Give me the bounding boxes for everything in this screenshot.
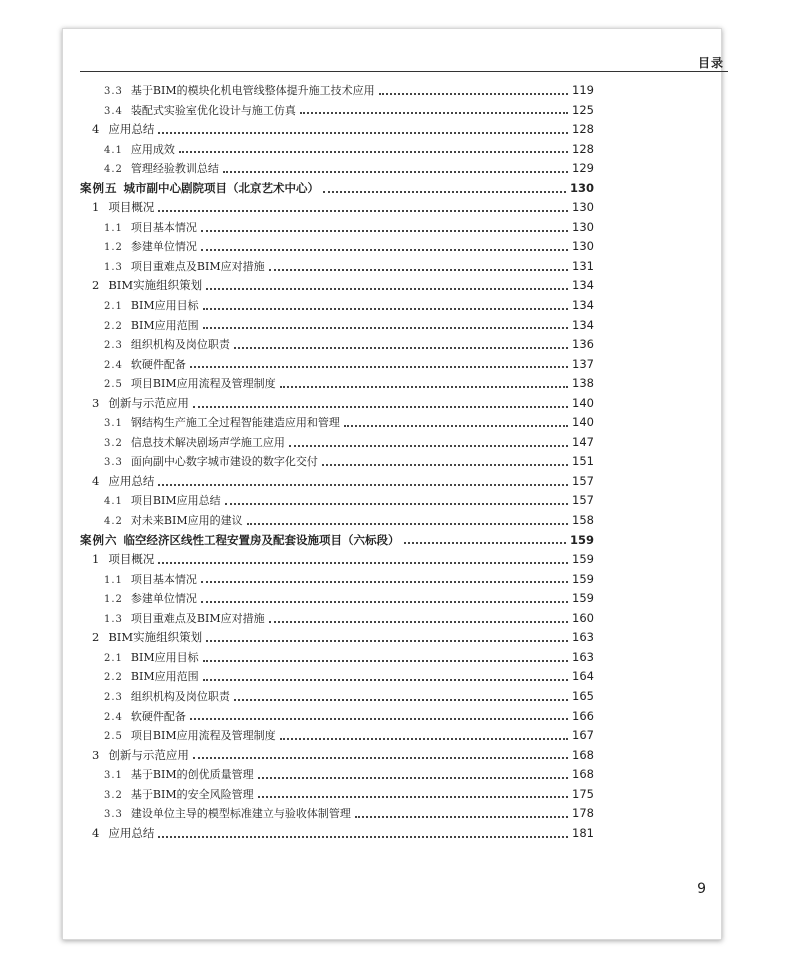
toc-subsection-entry	[80, 707, 594, 727]
toc-entry-title: BIM实施组织策划	[108, 630, 203, 645]
toc-entry-title: 钢结构生产施工全过程智能建造应用和管理	[130, 416, 340, 430]
toc-subsection-entry	[80, 648, 594, 668]
toc-section-entry	[80, 550, 594, 570]
toc-entry-number: 3.2	[104, 437, 123, 449]
toc-entry-page: 136	[572, 337, 594, 352]
toc-subsection-entry	[80, 726, 594, 746]
toc-entry-page: 128	[572, 141, 594, 156]
dot-leader	[258, 777, 568, 779]
toc-entry-title: 对未来BIM应用的建议	[130, 514, 243, 528]
toc-entry-number: 2.1	[104, 652, 123, 664]
dot-leader	[158, 132, 568, 134]
toc-subsection-entry	[80, 355, 594, 375]
toc-entry-number: 3.3	[104, 86, 123, 97]
toc-entry-number: 1.2	[104, 594, 123, 606]
dot-leader	[158, 210, 568, 212]
toc-entry-title: 临空经济区线性工程安置房及配套设施项目（六标段）	[123, 532, 400, 547]
toc-section-entry	[80, 746, 594, 766]
toc-entry-number: 3.2	[104, 789, 123, 801]
dot-leader	[234, 347, 568, 349]
toc-entry-title: 组织机构及岗位职责	[130, 338, 230, 352]
toc-subsection-entry	[80, 511, 594, 531]
toc-entry-number: 2.5	[104, 731, 123, 743]
toc-entry-number: 1	[92, 200, 101, 215]
toc-entry-page: 178	[572, 806, 594, 821]
toc-entry-page: 129	[572, 161, 594, 176]
dot-leader	[203, 679, 568, 681]
toc-entry-number: 3.1	[104, 418, 123, 430]
dot-leader	[280, 386, 568, 388]
toc-entry-title: 软硬件配备	[130, 357, 186, 371]
toc-entry-page: 140	[572, 415, 594, 430]
toc-entry-title: 参建单位情况	[130, 240, 197, 254]
toc-entry-title: 项目重难点及BIM应对措施	[130, 259, 265, 273]
dot-leader	[225, 503, 568, 505]
toc-entry-number: 3	[92, 747, 101, 762]
toc-entry-number: 1.3	[104, 261, 123, 273]
running-header-title: 目录	[697, 56, 724, 70]
toc-subsection-entry	[80, 316, 594, 336]
page-number: 9	[697, 881, 706, 897]
toc-entry-title: 项目BIM应用流程及管理制度	[130, 377, 276, 391]
toc-entry-title: BIM应用范围	[130, 670, 199, 684]
dot-leader	[322, 464, 568, 466]
dot-leader	[223, 171, 568, 173]
toc-subsection-entry	[80, 589, 594, 609]
dot-leader	[289, 445, 568, 447]
toc-entry-number: 1	[92, 552, 101, 567]
toc-entry-page: 134	[572, 298, 594, 313]
toc-entry-number: 1.1	[104, 222, 123, 234]
dot-leader	[247, 523, 568, 525]
toc-entry-page: 151	[572, 454, 594, 469]
toc-entry-title: 应用总结	[108, 473, 155, 488]
toc-subsection-entry	[80, 218, 594, 238]
toc-entry-page: 168	[572, 747, 594, 762]
toc-entry-number: 2	[92, 630, 101, 645]
toc-entry-number: 1.2	[104, 242, 123, 254]
toc-entry-number: 案例五	[80, 180, 118, 195]
toc-entry-number: 3.3	[104, 809, 123, 821]
toc-entry-title: 项目重难点及BIM应对措施	[130, 611, 265, 625]
toc-subsection-entry	[80, 667, 594, 687]
dot-leader	[179, 151, 568, 153]
toc-entry-page: 166	[572, 708, 594, 723]
toc-entry-title: 项目基本情况	[130, 220, 197, 234]
toc-entry-page: 130	[572, 219, 594, 234]
toc-entry-number: 2.3	[104, 340, 123, 352]
toc-entry-title: 参建单位情况	[130, 592, 197, 606]
dot-leader	[344, 425, 568, 427]
toc-entry-page: 159	[572, 591, 594, 606]
toc-entry-number: 2.5	[104, 379, 123, 391]
toc-section-entry	[80, 394, 594, 414]
toc-entry-number: 1.1	[104, 574, 123, 586]
dot-leader	[379, 93, 568, 95]
toc-entry-title: 创新与示范应用	[108, 747, 189, 762]
toc-entry-number: 4	[92, 473, 101, 488]
toc-subsection-entry	[80, 159, 594, 179]
toc-entry-number: 2	[92, 278, 101, 293]
toc-entry-title: 基于BIM的模块化机电管线整体提升施工技术应用	[130, 84, 375, 97]
toc-entry-title: 信息技术解决剧场声学施工应用	[130, 435, 285, 449]
toc-subsection-entry	[80, 413, 594, 433]
toc-entry-number: 案例六	[80, 532, 118, 547]
toc-entry-title: 基于BIM的安全风险管理	[130, 787, 254, 801]
toc-entry-page: 158	[572, 513, 594, 528]
toc-entry-page: 181	[572, 825, 594, 840]
toc-entry-page: 119	[572, 83, 594, 97]
toc-subsection-entry	[80, 785, 594, 805]
toc-entry-number: 2.2	[104, 672, 123, 684]
toc-entry-page: 165	[572, 688, 594, 703]
toc-entry-page: 168	[572, 767, 594, 782]
toc-entry-page: 167	[572, 728, 594, 743]
toc-subsection-entry	[80, 81, 594, 101]
dot-leader	[190, 718, 568, 720]
toc-entry-number: 2.2	[104, 320, 123, 332]
toc-entry-page: 130	[569, 180, 594, 195]
dot-leader	[201, 601, 568, 603]
toc-entry-title: 项目BIM应用总结	[130, 494, 221, 508]
table-of-contents	[80, 81, 594, 843]
toc-subsection-entry	[80, 804, 594, 824]
dot-leader	[158, 836, 568, 838]
toc-entry-page: 163	[572, 630, 594, 645]
toc-entry-page: 138	[572, 376, 594, 391]
toc-entry-number: 4	[92, 825, 101, 840]
toc-subsection-entry	[80, 687, 594, 707]
toc-entry-page: 159	[572, 571, 594, 586]
toc-entry-title: 项目概况	[108, 200, 155, 215]
toc-subsection-entry	[80, 335, 594, 355]
toc-entry-page: 125	[572, 102, 594, 117]
toc-entry-title: 面向副中心数字城市建设的数字化交付	[130, 455, 318, 469]
toc-subsection-entry	[80, 237, 594, 257]
dot-leader	[158, 562, 568, 564]
toc-entry-title: BIM应用范围	[130, 318, 199, 332]
toc-entry-number: 3.4	[104, 105, 123, 117]
toc-section-entry	[80, 276, 594, 296]
toc-entry-page: 137	[572, 356, 594, 371]
dot-leader	[206, 288, 568, 290]
toc-section-entry	[80, 628, 594, 648]
dot-leader	[193, 757, 568, 759]
toc-entry-title: 基于BIM的创优质量管理	[130, 768, 254, 782]
toc-case-heading	[80, 531, 594, 551]
toc-subsection-entry	[80, 765, 594, 785]
header-divider	[80, 71, 728, 72]
toc-entry-title: BIM应用目标	[130, 299, 199, 313]
toc-subsection-entry	[80, 374, 594, 394]
toc-entry-page: 128	[572, 122, 594, 137]
toc-subsection-entry	[80, 140, 594, 160]
toc-subsection-entry	[80, 257, 594, 277]
toc-entry-number: 4.1	[104, 144, 123, 156]
toc-entry-title: 组织机构及岗位职责	[130, 689, 230, 703]
toc-entry-number: 1.3	[104, 613, 123, 625]
toc-entry-title: BIM应用目标	[130, 650, 199, 664]
toc-entry-title: 管理经验教训总结	[130, 162, 219, 176]
toc-entry-number: 2.3	[104, 691, 123, 703]
dot-leader	[404, 542, 566, 544]
toc-entry-page: 130	[572, 200, 594, 215]
dot-leader	[190, 366, 568, 368]
dot-leader	[355, 816, 568, 818]
toc-entry-title: 应用总结	[108, 825, 155, 840]
toc-subsection-entry	[80, 433, 594, 453]
dot-leader	[206, 640, 568, 642]
toc-section-entry	[80, 472, 594, 492]
toc-entry-title: 项目BIM应用流程及管理制度	[130, 729, 276, 743]
dot-leader	[300, 112, 568, 114]
toc-entry-page: 163	[572, 649, 594, 664]
toc-entry-page: 147	[572, 434, 594, 449]
dot-leader	[203, 327, 568, 329]
toc-subsection-entry	[80, 491, 594, 511]
toc-entry-number: 4.1	[104, 496, 123, 508]
toc-entry-number: 2.4	[104, 711, 123, 723]
dot-leader	[193, 406, 568, 408]
toc-entry-page: 131	[572, 258, 594, 273]
toc-entry-page: 175	[572, 786, 594, 801]
toc-entry-number: 4.2	[104, 516, 123, 528]
toc-entry-number: 4.2	[104, 164, 123, 176]
toc-subsection-entry	[80, 296, 594, 316]
toc-entry-title: 软硬件配备	[130, 709, 186, 723]
toc-entry-page: 159	[572, 552, 594, 567]
toc-entry-number: 4	[92, 122, 101, 137]
toc-entry-title: 装配式实验室优化设计与施工仿真	[130, 103, 296, 117]
toc-case-heading	[80, 179, 594, 199]
toc-entry-title: BIM实施组织策划	[108, 278, 203, 293]
toc-entry-number: 3.1	[104, 770, 123, 782]
dot-leader	[158, 484, 568, 486]
toc-entry-number: 3.3	[104, 457, 123, 469]
dot-leader	[269, 621, 568, 623]
dot-leader	[269, 269, 568, 271]
toc-entry-page: 157	[572, 473, 594, 488]
dot-leader	[201, 581, 568, 583]
toc-entry-number: 3	[92, 395, 101, 410]
dot-leader	[201, 230, 568, 232]
dot-leader	[280, 738, 568, 740]
dot-leader	[201, 249, 568, 251]
toc-entry-title: 建设单位主导的模型标准建立与验收体制管理	[130, 807, 351, 821]
toc-section-entry	[80, 198, 594, 218]
toc-subsection-entry	[80, 101, 594, 121]
dot-leader	[203, 660, 568, 662]
toc-entry-title: 项目基本情况	[130, 572, 197, 586]
toc-entry-title: 城市副中心剧院项目（北京艺术中心）	[123, 180, 319, 195]
toc-entry-title: 项目概况	[108, 552, 155, 567]
dot-leader	[258, 796, 568, 798]
toc-subsection-entry	[80, 609, 594, 629]
toc-subsection-entry	[80, 452, 594, 472]
toc-section-entry	[80, 120, 594, 140]
toc-entry-number: 2.1	[104, 301, 123, 313]
toc-subsection-entry	[80, 570, 594, 590]
toc-entry-title: 创新与示范应用	[108, 395, 189, 410]
toc-entry-page: 134	[572, 317, 594, 332]
dot-leader	[234, 699, 568, 701]
toc-entry-title: 应用总结	[108, 122, 155, 137]
toc-entry-page: 159	[569, 532, 594, 547]
toc-entry-page: 134	[572, 278, 594, 293]
toc-section-entry	[80, 824, 594, 844]
toc-entry-title: 应用成效	[130, 142, 175, 156]
dot-leader	[323, 191, 566, 193]
toc-entry-page: 157	[572, 493, 594, 508]
toc-entry-page: 164	[572, 669, 594, 684]
toc-entry-page: 160	[572, 610, 594, 625]
toc-entry-page: 140	[572, 395, 594, 410]
toc-entry-page: 130	[572, 239, 594, 254]
toc-entry-number: 2.4	[104, 359, 123, 371]
dot-leader	[203, 308, 568, 310]
